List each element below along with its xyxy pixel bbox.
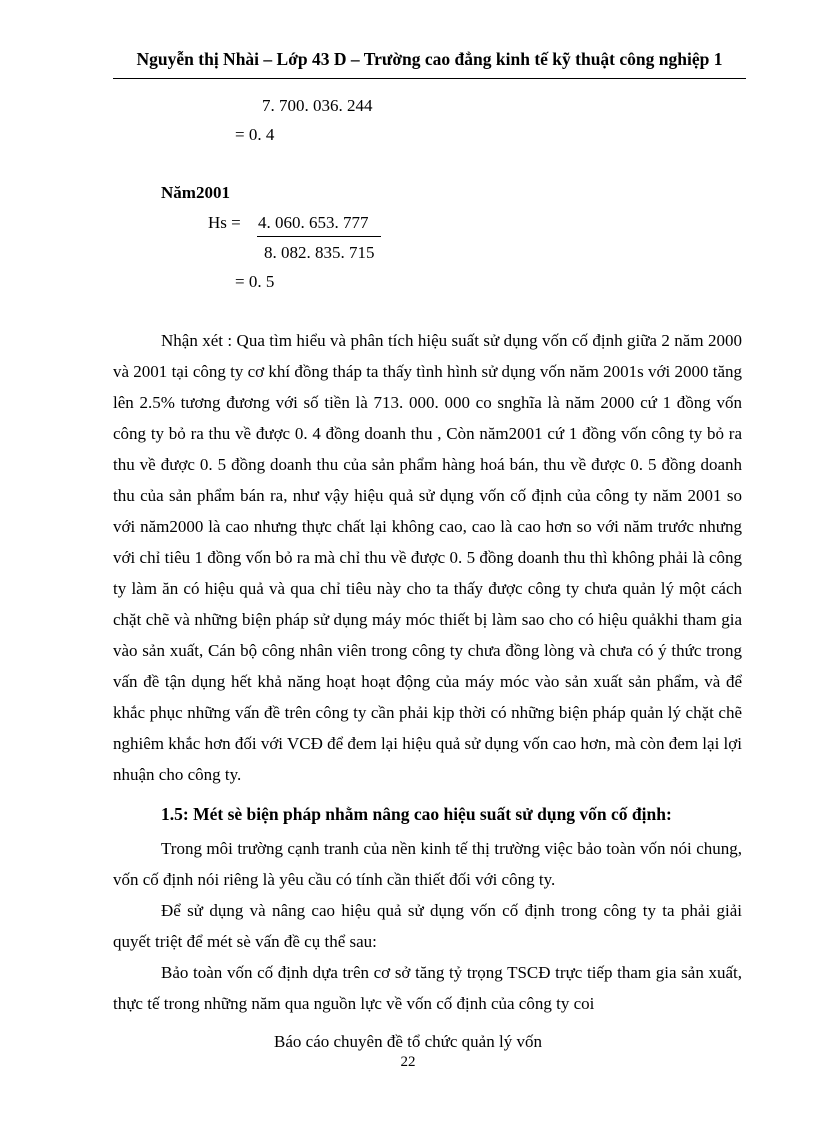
calc-2001-denominator: 8. 082. 835. 715 [264, 243, 375, 262]
section-paragraph-2: Để sử dụng và nâng cao hiệu quả sử dụng vốn cố định trong công ty ta phải giải quyết triệt để mét sè vấn đề cụ thể sau: [113, 901, 742, 951]
remark-paragraph: Nhận xét : Qua tìm hiểu và phân tích hiệu suất sử dụng vốn cố định giữa 2 năm 2000 và 2001 tại công ty cơ khí đồng tháp ta thấy tình hình sử dụng vốn năm 2001s với 2000 tăng lên 2.5% tương đương với số tiền là 713. 000. 000 co snghĩa là năm 2000 cứ 1 đồng vốn công ty bỏ ra thu về được 0. 4 đồng doanh thu , Còn năm2001 cứ 1 đồng vốn công ty bỏ ra thu về được 0. 5 đồng doanh thu của sản phẩm hàng hoá bán, thu về được 0. 5 đồng doanh thu của sản phẩm bán ra, như vậy hiệu quả sử dụng vốn cố định của công ty năm 2001 so với năm2000 là cao nhưng thực chất lại không cao, cao là cao hơn so với năm trước nhưng với chỉ tiêu 1 đồng vốn bỏ ra mà chỉ thu về được 0. 5 đồng doanh thu thì không phải là công ty làm ăn có hiệu quả và qua chỉ tiêu này cho ta thấy được công ty chưa quản lý một cách chặt chẽ và những biện pháp sử dụng máy móc thiết bị làm sao cho có hiệu quảkhi tham gia vào sản xuất, Cán bộ công nhân viên trong công ty chưa đồng lòng và chưa có ý thức trong vấn đề tận dụng hết khả năng hoạt hoạt động của máy móc vào sản xuất sản phẩm, và để khắc phục những vấn đề trên công ty cần phải kịp thời có những biện pháp quản lý chặt chẽ nghiêm khắc hơn đối với VCĐ để đem lại hiệu quả sử dụng vốn cao hơn, mà còn đem lại lợi nhuận cho công ty. [113, 331, 742, 784]
page-number: 22 [400, 1054, 416, 1070]
section-paragraph-3: Bảo toàn vốn cố định dựa trên cơ sở tăng tỷ trọng TSCĐ trực tiếp tham gia sản xuất, thực tế trong những năm qua nguồn lực về vốn cố định của công ty coi [113, 963, 742, 1013]
section-title: 1.5: Mét sè biện pháp nhằm nâng cao hiệu suất sử dụng vốn cố định: [161, 804, 672, 824]
fraction-bar [257, 236, 381, 237]
calc-2000-denominator: 7. 700. 036. 244 [262, 96, 373, 115]
calc-2001-numerator: 4. 060. 653. 777 [258, 213, 369, 232]
calc-2001-heading: Năm2001 [161, 183, 230, 202]
footer-caption: Báo cáo chuyên đề tổ chức quản lý vốn [274, 1032, 542, 1051]
header-rule [113, 78, 746, 79]
calc-2000-result: = 0. 4 [235, 125, 275, 144]
calc-2001-label: Hs = [208, 213, 241, 232]
calc-2001-result: = 0. 5 [235, 272, 275, 291]
header-title: Nguyễn thị Nhài – Lớp 43 D – Trường cao đẳng kinh tế kỹ thuật công nghiệp 1 [136, 49, 723, 69]
section-paragraph-1: Trong môi trường cạnh tranh của nền kinh tế thị trường việc bảo toàn vốn nói chung, vốn cố định nói riêng là yêu cầu có tính cần thiết đối với công ty. [113, 839, 742, 889]
